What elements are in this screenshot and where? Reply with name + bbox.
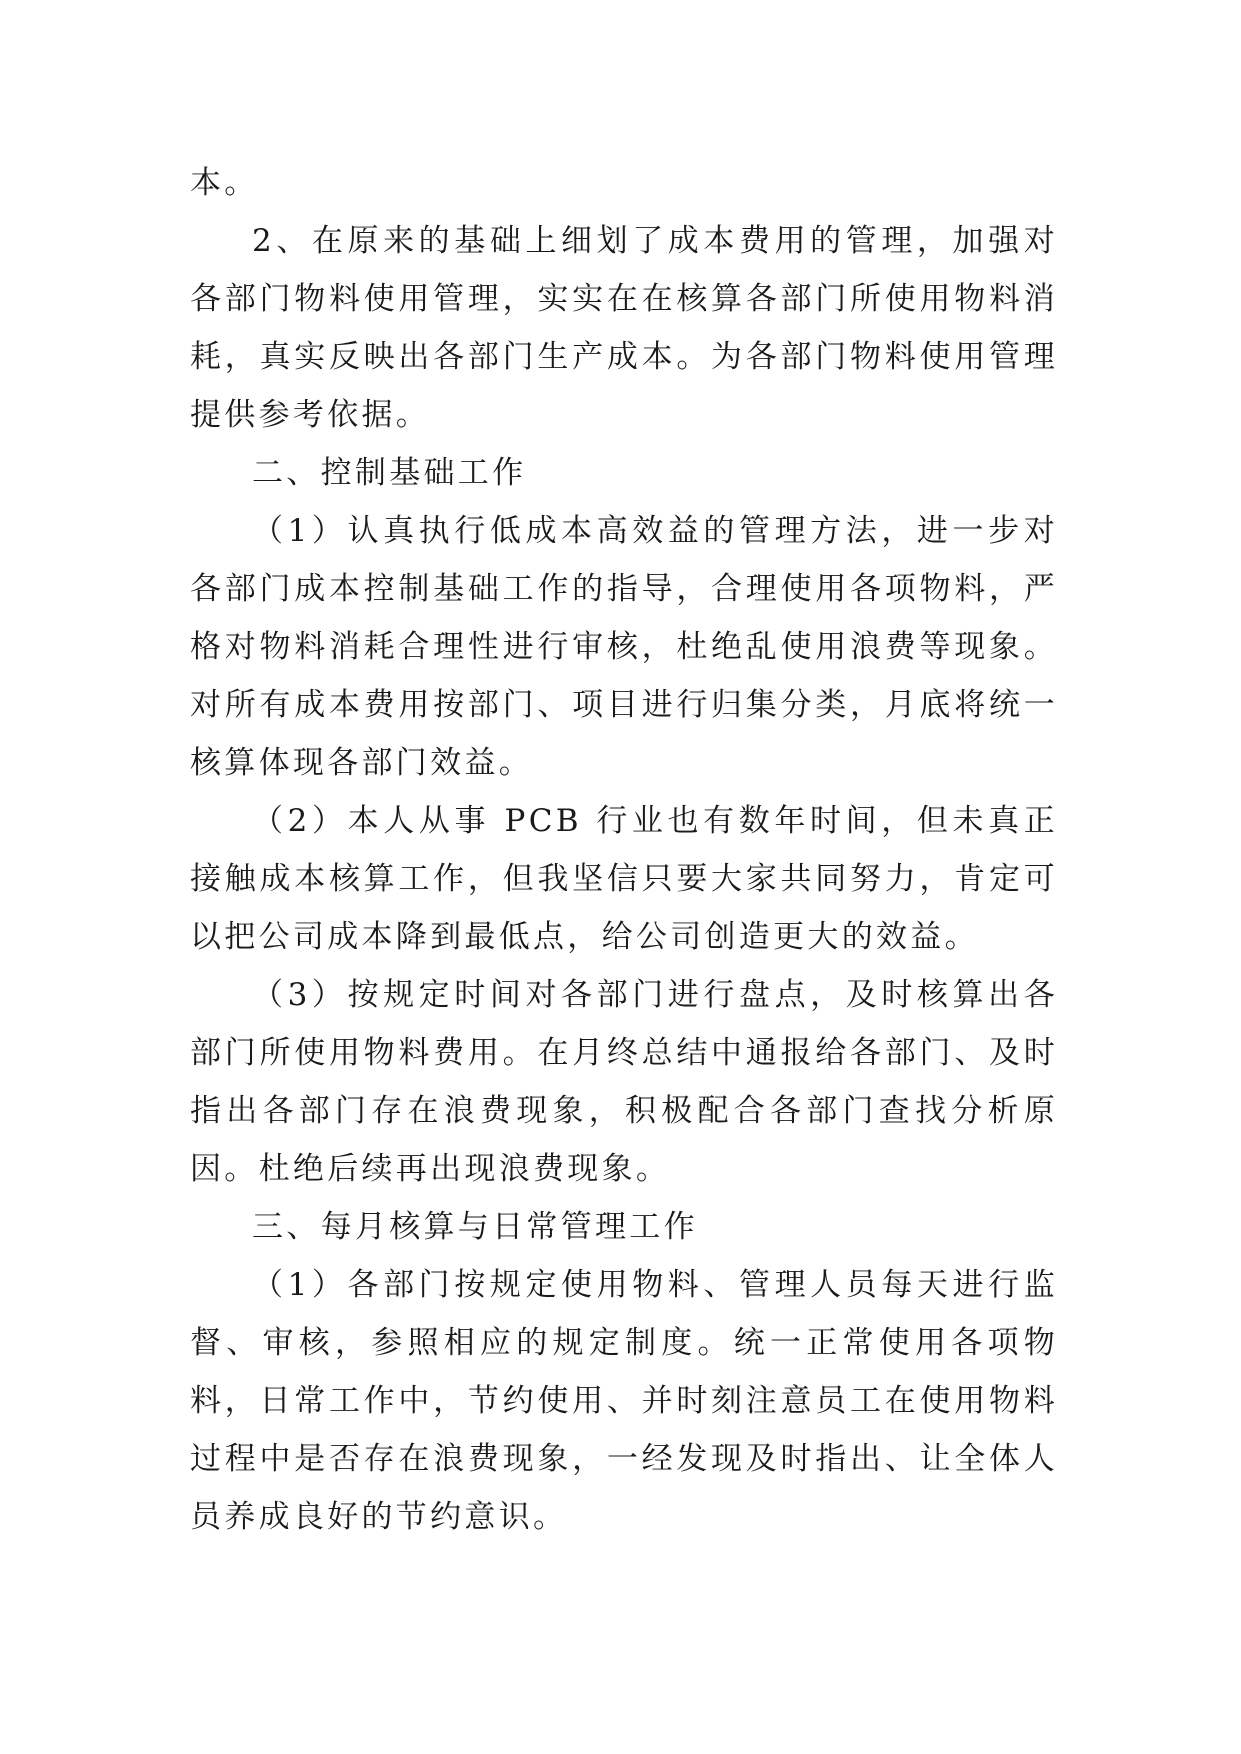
paragraph-monthly-1: （1）各部门按规定使用物料、管理人员每天进行监督、审核，参照相应的规定制度。统一正常使用各项物料，日常工作中，节约使用、并时刻注意员工在使用物料过程中是否存在浪费现象，一经发现及时指出、让全体人员养成良好的节约意识。 — [190, 1267, 1058, 1535]
paragraph-continuation: 本。 — [190, 165, 259, 201]
section-heading-monthly-accounting: 三、每月核算与日常管理工作 — [252, 1209, 698, 1245]
paragraph-control-2: （2）本人从事 PCB 行业也有数年时间，但未真正接触成本核算工作，但我坚信只要大家共同努力，肯定可以把公司成本降到最低点，给公司创造更大的效益。 — [190, 803, 1058, 955]
paragraph-control-1: （1）认真执行低成本高效益的管理方法，进一步对各部门成本控制基础工作的指导，合理使用各项物料，严格对物料消耗合理性进行审核，杜绝乱使用浪费等现象。对所有成本费用按部门、项目进行归集分类，月底将统一核算体现各部门效益。 — [190, 513, 1058, 781]
section-heading-control-basics: 二、控制基础工作 — [252, 455, 527, 491]
document-body — [190, 154, 1058, 1546]
paragraph-item-2: 2、在原来的基础上细划了成本费用的管理，加强对各部门物料使用管理，实实在在核算各部门所使用物料消耗，真实反映出各部门生产成本。为各部门物料使用管理提供参考依据。 — [190, 223, 1058, 433]
paragraph-control-3: （3）按规定时间对各部门进行盘点，及时核算出各部门所使用物料费用。在月终总结中通报给各部门、及时指出各部门存在浪费现象，积极配合各部门查找分析原因。杜绝后续再出现浪费现象。 — [190, 977, 1058, 1187]
